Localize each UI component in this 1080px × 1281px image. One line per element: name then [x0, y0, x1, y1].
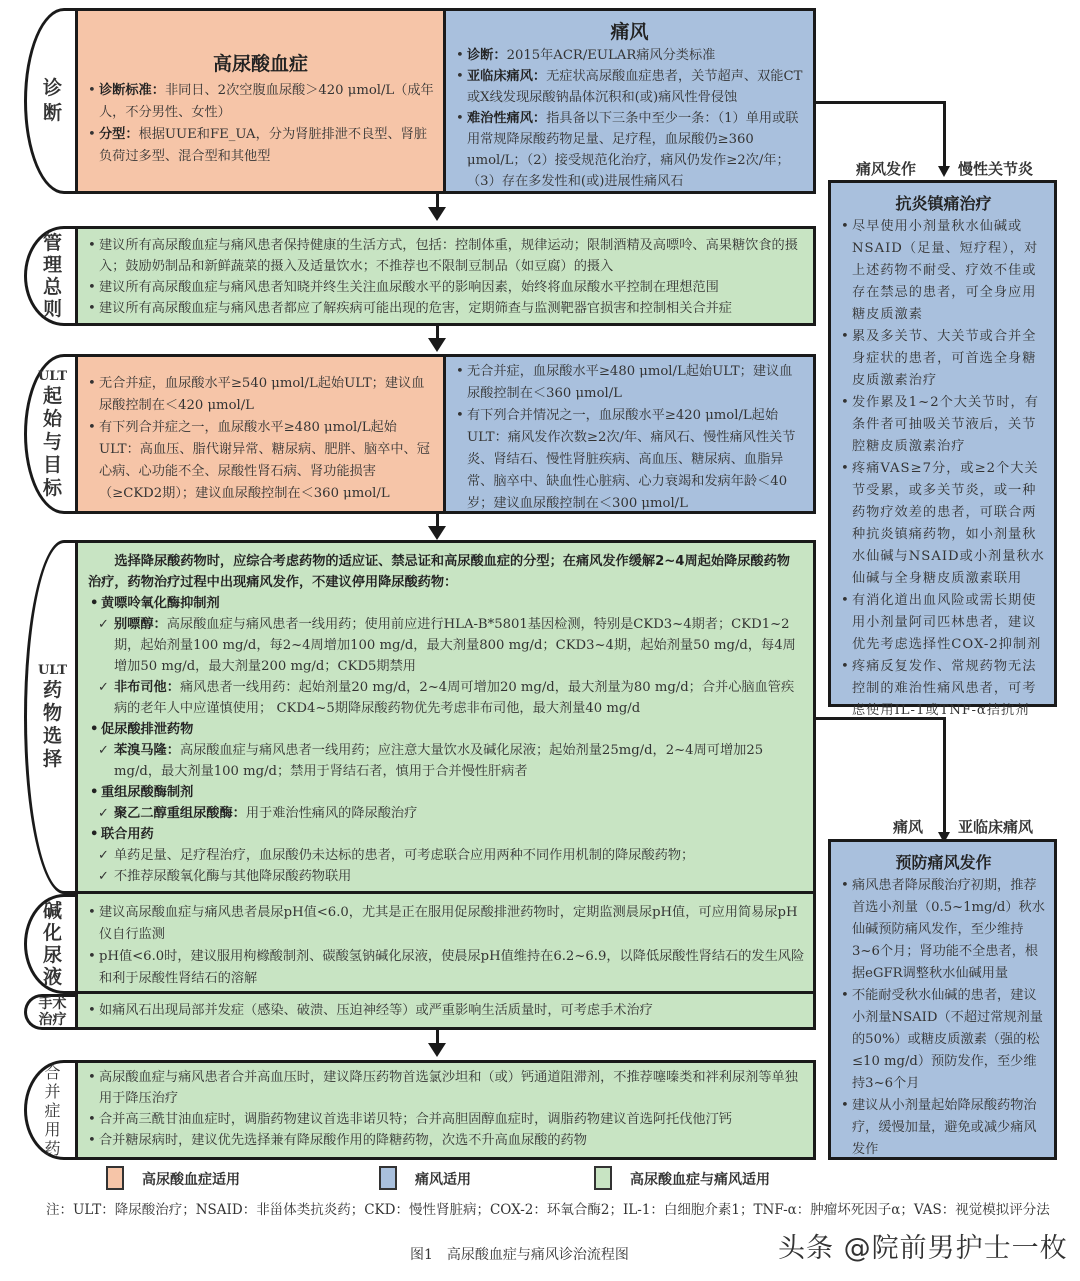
management-item: • 建议所有高尿酸血症与痛风患者保持健康的生活方式，包括：控制体重，规律运动；限制酒精及高嘌呤、高果糖饮食的摄入；鼓励奶制品和新鲜蔬菜的摄入及适量饮水；不推荐也不限制豆制品（如豆腐）的摄入	[86, 235, 805, 277]
legend-label-hyperuricemia: 高尿酸血症适用	[142, 1172, 240, 1188]
side-char: 诊	[42, 77, 62, 99]
item-text: 根据UUE和FE_UA，分为肾脏排泄不良型、肾脏负荷过多型、混合型和其他型	[99, 127, 428, 164]
prevention-box	[828, 839, 1057, 1160]
drug-name: 聚乙二醇重组尿酸酶：	[114, 806, 246, 821]
side-ult: ULT	[37, 368, 68, 384]
anti-inflammatory-item: • 疼痛反复发作、常规药物无法控制的难治性痛风患者，可考虑使用IL-1或TNF-α拮抗剂	[839, 656, 1048, 722]
side-char: 治疗	[38, 1012, 67, 1028]
branch-label-gout-flare: 痛风发作	[856, 160, 917, 178]
comorbidity-box	[75, 1060, 816, 1160]
anti-inflammatory-item: • 发作累及1~2个大关节时，有条件者可抽吸关节液后，关节腔糖皮质激素治疗	[839, 392, 1048, 458]
side-label-diagnosis	[24, 8, 78, 194]
legend-label-gout: 痛风适用	[415, 1172, 471, 1188]
management-box	[75, 226, 816, 326]
drug-text: 不推荐尿酸氧化酶与其他降尿酸药物联用	[114, 869, 352, 884]
connector	[943, 101, 946, 167]
management-item: • 建议所有高尿酸血症与痛风患者知晓并终生关注血尿酸水平的影响因素，始终将血尿酸水平控制在理想范围	[86, 277, 805, 298]
drug-name: 非布司他：	[114, 680, 180, 695]
arrow-down-icon	[428, 526, 446, 540]
anti-inflammatory-item: • 累及多关节、大关节或合并全身症状的患者，可首选全身糖皮质激素治疗	[839, 326, 1048, 392]
ult-drugs-intro: 选择降尿酸药物时，应综合考虑药物的适应证、禁忌证和高尿酸血症的分型；在痛风发作缓解2~4周起始降尿酸药物治疗，药物治疗过程中出现痛风发作，不建议停用降尿酸药物：	[88, 554, 790, 590]
side-label-urine-alkalization	[24, 894, 78, 994]
management-item: • 建议所有高尿酸血症与痛风患者都应了解疾病可能出现的危害，定期筛查与监测靶器官损害和控制相关合并症	[86, 298, 805, 319]
arrow-down-icon	[428, 207, 446, 221]
gout-diagnosis	[454, 45, 805, 66]
item-label: 诊断标准：	[99, 83, 165, 98]
prevention-title: 预防痛风发作	[895, 853, 992, 872]
drug-item	[88, 866, 803, 887]
side-char: 并	[44, 1081, 61, 1101]
drug-text: 高尿酸血症与痛风患者一线用药；应注意大量饮水及碱化尿液；起始剂量25mg/d，2~4周可增加25 mg/d，最大剂量100 mg/d；禁用于肾结石者，慎用于合并慢性肝病者	[114, 743, 764, 779]
classification	[86, 124, 435, 168]
legend-swatch-hyperuricemia	[106, 1166, 124, 1190]
side-char: 尿	[42, 944, 62, 966]
arrow-down-icon	[938, 166, 950, 177]
comorbidity-item: • 合并高三酰甘油血症时，调脂药物建议首选非诺贝特；合并高胆固醇血症时，调脂药物建议首选阿托伐他汀钙	[86, 1109, 805, 1130]
drug-name: 苯溴马隆：	[114, 743, 180, 758]
side-char: 断	[42, 102, 62, 124]
side-ult: ULT	[37, 663, 68, 678]
anti-inflammatory-box	[828, 180, 1057, 718]
side-char: 液	[42, 966, 62, 988]
side-char: 管	[42, 232, 62, 254]
anti-inflammatory-item: • 尽早使用小剂量秋水仙碱或NSAID（足量、短疗程），对上述药物不耐受、疗效不佳或存在禁忌的患者，可全身应用糖皮质激素	[839, 216, 1048, 326]
side-label-ult-start	[24, 354, 78, 514]
anti-inflammatory-title: 抗炎镇痛治疗	[895, 194, 992, 213]
legend-swatch-both	[594, 1166, 612, 1190]
alkalization-item: • 建议高尿酸血症与痛风患者晨尿pH值<6.0，尤其是正在服用促尿酸排泄药物时，定期监测晨尿pH值，可应用简易尿pH仪自行监测	[86, 902, 805, 946]
item-text: 指具备以下三条中至少一条：（1）单用或联用常规降尿酸药物足量、足疗程，血尿酸仍≥360 μmol/L；（2）接受规范化治疗，痛风仍发作≥2次/年；（3）存在多发性和(或)进展性痛风石	[467, 111, 799, 189]
drug-category: • 黄嘌呤氧化酶抑制剂	[88, 593, 803, 614]
prevention-item: • 建议从小剂量起始降尿酸药物治疗，缓慢加量，避免或减少痛风发作	[839, 1095, 1048, 1161]
side-char: 药	[44, 1138, 61, 1158]
drug-category: • 联合用药	[88, 824, 803, 845]
side-label-management	[24, 226, 78, 326]
legend-swatch-gout	[379, 1166, 397, 1190]
prevention-item: • 不能耐受秋水仙碱的患者，建议小剂量NSAID（不超过常规剂量的50%）或糖皮质激素（强的松≤10 mg/d）预防发作，至少维持3~6个月	[839, 985, 1048, 1095]
item-text: 2015年ACR/EULAR痛风分类标准	[506, 48, 716, 63]
refractory-gout	[454, 108, 805, 192]
drug-item	[88, 803, 803, 824]
item-label: 诊断：	[467, 48, 507, 63]
side-char: 理	[42, 254, 62, 276]
hyperuricemia-diagnosis-box	[75, 8, 446, 194]
side-label-comorbidity	[24, 1060, 78, 1160]
side-char: 择	[42, 748, 62, 770]
side-char: 化	[42, 922, 62, 944]
anti-inflammatory-item: • 疼痛VAS≥7分，或≥2个大关节受累，或多关节炎，或一种药物疗效差的患者，可联合两种抗炎镇痛药物，如小剂量秋水仙碱与NSAID或小剂量秋水仙碱与全身糖皮质激素联用	[839, 458, 1048, 590]
comorbidity-item: • 合并糖尿病时，建议优先选择兼有降尿酸作用的降糖药物，次选不升高血尿酸的药物	[86, 1130, 805, 1151]
side-char: 总	[42, 276, 62, 298]
drug-category: • 重组尿酸酶制剂	[88, 782, 803, 803]
branch-label-gout: 痛风	[893, 818, 924, 836]
hyperuricemia-title: 高尿酸血症	[212, 53, 308, 75]
side-char: 与	[42, 430, 62, 453]
figure-caption: 图1 高尿酸血症与痛风诊治流程图	[410, 1247, 629, 1263]
branch-label-subclinical-gout: 亚临床痛风	[958, 818, 1034, 836]
item-label: 难治性痛风：	[467, 111, 547, 126]
drug-item	[88, 845, 803, 866]
connector	[816, 101, 946, 104]
branch-label-chronic-arthritis: 慢性关节炎	[958, 160, 1034, 178]
comorbidity-item: • 高尿酸血症与痛风患者合并高血压时，建议降压药物首选氯沙坦和（或）钙通道阻滞剂，不推荐噻嗪类和袢利尿剂等单独用于降压治疗	[86, 1067, 805, 1109]
diagnosis-criteria	[86, 80, 435, 124]
hyperuricemia-ult-start-box	[75, 354, 446, 514]
urine-alkalization-box	[75, 891, 816, 994]
item-text: 无症状高尿酸血症患者，关节超声、双能CT或X线发现尿酸钠晶体沉积和(或)痛风性骨侵蚀	[467, 69, 803, 105]
side-char: 碱	[42, 900, 62, 922]
drug-text: 单药足量、足疗程治疗，血尿酸仍未达标的患者，可考虑联合应用两种不同作用机制的降尿酸药物；	[114, 848, 695, 863]
drug-text: 用于难治性痛风的降尿酸治疗	[245, 806, 418, 821]
side-char: 始	[42, 407, 62, 430]
gout-title: 痛风	[610, 21, 649, 43]
subclinical-gout	[454, 66, 805, 108]
prevention-item: • 痛风患者降尿酸治疗初期，推荐首选小剂量（0.5~1mg/d）秋水仙碱预防痛风发作，至少维持3~6个月；肾功能不全患者，根据eGFR调整秋水仙碱用量	[839, 875, 1048, 985]
drug-text: 痛风患者一线用药：起始剂量20 mg/d，2~4周可增加20 mg/d，最大剂量为80 mg/d；合并心脑血管疾病的老年人中应谨慎使用； CKD4~5期降尿酸药物优先考虑非布司他，最大剂量40 mg/d	[114, 680, 795, 716]
side-char: 目	[42, 453, 62, 476]
alkalization-item: • pH值<6.0时，建议服用枸橼酸制剂、碳酸氢钠碱化尿液，使晨尿pH值维持在6.2~6.9，以降低尿酸性肾结石的发生风险和利于尿酸性肾结石的溶解	[86, 946, 805, 990]
side-char: 合	[44, 1062, 61, 1082]
side-char: 则	[42, 298, 62, 320]
side-label-ult-drugs	[24, 540, 78, 894]
drug-name: 别嘌醇：	[114, 617, 167, 632]
item-label: 亚临床痛风：	[467, 69, 547, 84]
side-char: 物	[42, 702, 62, 724]
surgery-item: • 如痛风石出现局部并发症（感染、破溃、压迫神经等）或严重影响生活质量时，可考虑手术治疗	[86, 1000, 805, 1022]
item-label: 分型：	[99, 127, 139, 142]
side-char: 用	[44, 1119, 61, 1139]
connector	[943, 717, 946, 833]
drug-item	[88, 614, 803, 677]
surgery-box	[75, 991, 816, 1030]
side-char: 症	[44, 1100, 61, 1120]
gout-diagnosis-box	[443, 8, 816, 194]
abbreviation-note: 注：ULT：降尿酸治疗；NSAID：非甾体类抗炎药；CKD：慢性肾脏病；COX-2：环氧合酶2；IL-1：白细胞介素1；TNF-α：肿瘤坏死因子α；VAS：视觉模拟评分法	[46, 1202, 1050, 1218]
side-char: 标	[42, 476, 62, 499]
anti-inflammatory-item: • 有消化道出血风险或需长期使用小剂量阿司匹林患者，建议优先考虑选择性COX-2抑制剂	[839, 590, 1048, 656]
gout-ult-start-box	[443, 354, 816, 514]
arrow-down-icon	[428, 338, 446, 352]
side-label-surgery	[24, 994, 78, 1030]
ult-start-item: • 有下列合并症之一，血尿酸水平≥480 μmol/L起始ULT：高血压、脂代谢异常、糖尿病、肥胖、脑卒中、冠心病、心功能不全、尿酸性肾石病、肾功能损害（≥CKD2期）；建议血尿酸控制在＜360 μmol/L	[86, 417, 435, 505]
side-char: 手术	[38, 996, 67, 1012]
ult-start-item: • 有下列合并情况之一，血尿酸水平≥420 μmol/L起始ULT：痛风发作次数≥2次/年、痛风石、慢性痛风性关节炎、肾结石、慢性肾脏疾病、高血压、糖尿病、血脂异常、脑卒中、缺血性心脏病、心力衰竭和发病年龄＜40岁；建议血尿酸控制在＜300 μmol/L	[454, 405, 805, 515]
drug-text: 高尿酸血症与痛风患者一线用药；使用前应进行HLA-B*5801基因检测，特别是CKD3~4期者；CKD1~2期，起始剂量100 mg/d，每2~4周增加100 mg/d，最大剂量800 mg/d；CKD3~4期，起始剂量50 mg/d，每4周增加50 mg/d，最大剂量200 mg/d；CKD5期禁用	[114, 617, 796, 674]
side-char: 药	[42, 679, 62, 701]
ult-drugs-box	[75, 540, 816, 894]
item-text: 非同日、2次空腹血尿酸＞420 μmol/L（成年人，不分男性、女性）	[99, 83, 434, 120]
arrow-down-icon	[428, 1043, 446, 1057]
side-char: 选	[42, 725, 62, 747]
ult-start-item: • 无合并症，血尿酸水平≥480 μmol/L起始ULT；建议血尿酸控制在＜360 μmol/L	[454, 361, 805, 405]
legend-label-both: 高尿酸血症与痛风适用	[630, 1172, 770, 1188]
ult-start-item: • 无合并症，血尿酸水平≥540 μmol/L起始ULT；建议血尿酸控制在＜420 μmol/L	[86, 373, 435, 417]
drug-item	[88, 677, 803, 719]
drug-category: • 促尿酸排泄药物	[88, 719, 803, 740]
side-char: 起	[42, 384, 62, 407]
watermark: 头条 @院前男护士一枚	[778, 1233, 1068, 1264]
drug-item	[88, 740, 803, 782]
